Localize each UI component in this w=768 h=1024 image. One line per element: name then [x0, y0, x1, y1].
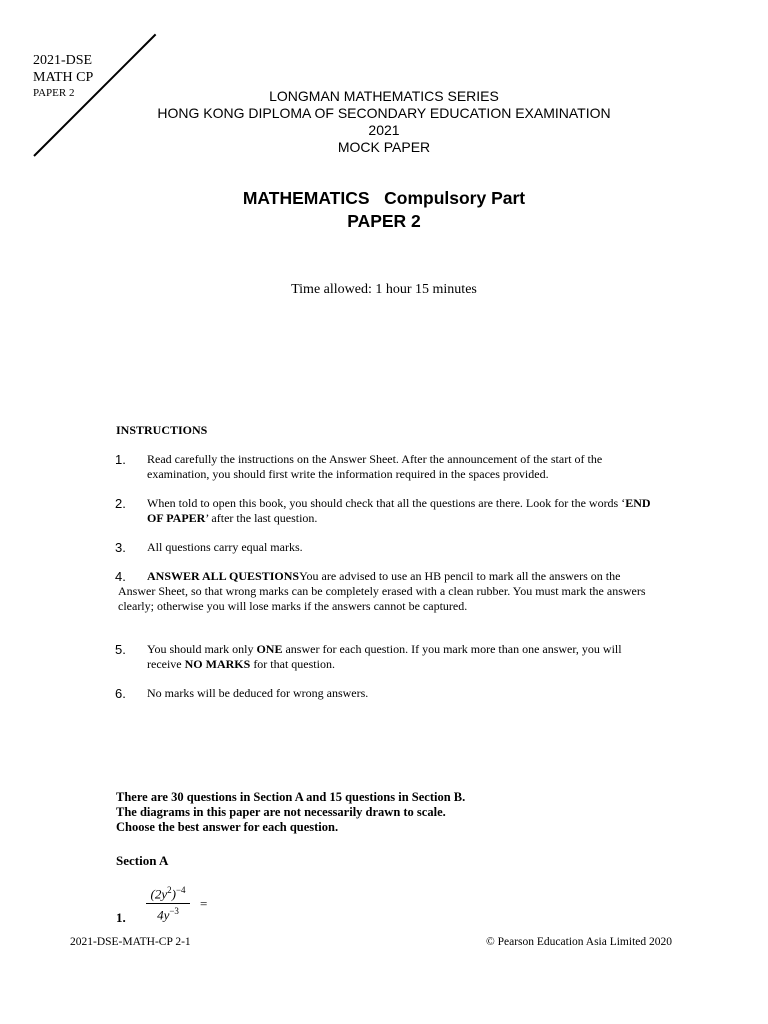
- instruction-6-text: No marks will be deduced for wrong answers.: [147, 686, 369, 700]
- question-1-expression: [146, 885, 208, 924]
- corner-stamp-line2: MATH CP: [33, 70, 94, 85]
- paper-title: PAPER 2: [347, 211, 421, 231]
- instruction-4-number: 4.: [115, 569, 126, 584]
- year-heading: 2021: [368, 122, 400, 138]
- fraction-denominator: $4y^{-3}$: [157, 906, 179, 923]
- note-choose-best: Choose the best answer for each question.: [116, 820, 339, 834]
- instruction-1-text: Read carefully the instructions on the Answer Sheet. After the announcement of the start of the examination, you should first write the information required in the spaces provided.: [147, 452, 603, 481]
- instruction-3-number: 3.: [115, 540, 126, 555]
- instruction-3-text: All questions carry equal marks.: [147, 540, 303, 554]
- instruction-1-number: 1.: [115, 452, 126, 467]
- exam-notes: [116, 790, 465, 835]
- paper-type-heading: MOCK PAPER: [337, 139, 431, 155]
- equals-sign: =: [200, 896, 208, 911]
- question-1-number: 1.: [116, 910, 126, 925]
- series-heading: LONGMAN MATHEMATICS SERIES: [269, 88, 499, 104]
- fraction-numerator: $(2y^2)^{-4}$: [146, 885, 190, 904]
- instruction-6-number: 6.: [115, 686, 126, 701]
- footer-copyright: © Pearson Education Asia Limited 2020: [486, 936, 672, 948]
- instruction-4-text: ANSWER ALL QUESTIONSYou are advised to use an HB pencil to mark all the answers on the Answer Sheet, so that wrong marks can be completely erased with a clean rubber. You must mark the answers clearly; otherwise you will lose marks if the answers cannot be captured.: [118, 569, 646, 613]
- note-question-count: There are 30 questions in Section A and 15 questions in Section B.: [116, 790, 466, 804]
- corner-stamp-line1: 2021-DSE: [33, 53, 93, 68]
- note-diagrams: The diagrams in this paper are not necessarily drawn to scale.: [116, 805, 446, 819]
- corner-stamp-line3: PAPER 2: [33, 87, 75, 99]
- instruction-2-number: 2.: [115, 496, 126, 511]
- footer-paper-code: 2021-DSE-MATH-CP 2-1: [70, 936, 191, 948]
- instruction-5-text: You should mark only ONE answer for each question. If you mark more than one answer, you will receive NO MARKS for that question.: [147, 642, 622, 671]
- instructions-heading: INSTRUCTIONS: [116, 423, 208, 437]
- subject-title: MATHEMATICS Compulsory Part: [242, 188, 526, 208]
- instruction-2-text: When told to open this book, you should check that all the questions are there. Look for the words ‘END OF PAPER’ after the last question.: [147, 496, 651, 525]
- instruction-5-number: 5.: [115, 642, 126, 657]
- section-a-heading: Section A: [116, 853, 169, 868]
- exam-heading: HONG KONG DIPLOMA OF SECONDARY EDUCATION EXAMINATION: [157, 105, 611, 121]
- time-allowed: Time allowed: 1 hour 15 minutes: [291, 282, 477, 297]
